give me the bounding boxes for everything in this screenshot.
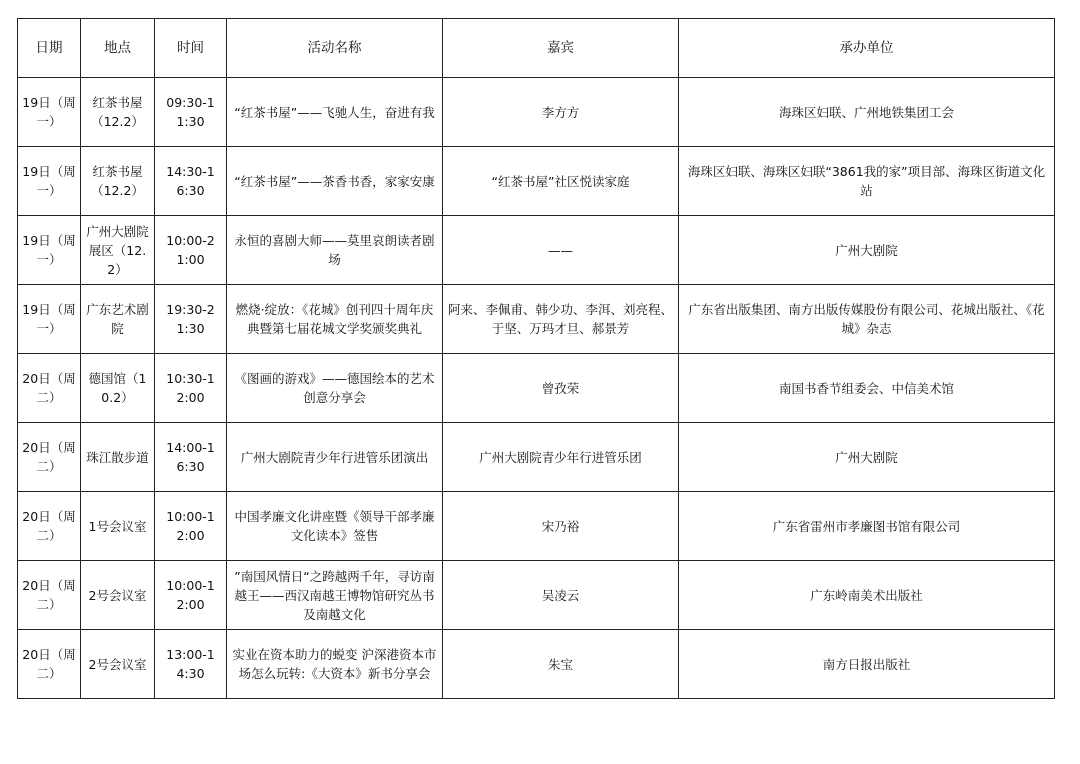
host-cell: 广州大剧院: [679, 423, 1055, 492]
place-cell: 2号会议室: [81, 630, 155, 699]
guest-cell: 曾孜荣: [443, 354, 679, 423]
guest-cell: ——: [443, 216, 679, 285]
guest-cell: 朱宝: [443, 630, 679, 699]
place-cell: 珠江散步道: [81, 423, 155, 492]
event-cell: 实业在资本助力的蜕变 沪深港资本市场怎么玩转:《大资本》新书分享会: [227, 630, 443, 699]
time-cell: 09:30-11:30: [155, 78, 227, 147]
event-cell: 燃烧·绽放：《花城》创刊四十周年庆典暨第七届花城文学奖颁奖典礼: [227, 285, 443, 354]
host-cell: 海珠区妇联、广州地铁集团工会: [679, 78, 1055, 147]
header-row: [18, 19, 1055, 78]
event-cell: 中国孝廉文化讲座暨《领导干部孝廉文化读本》签售: [227, 492, 443, 561]
host-cell: 广州大剧院: [679, 216, 1055, 285]
place-cell: 红茶书屋（12.2）: [81, 78, 155, 147]
date-cell: 19日（周一）: [18, 147, 81, 216]
header-host: 承办单位: [679, 19, 1055, 78]
event-cell: 广州大剧院青少年行进管乐团演出: [227, 423, 443, 492]
header-date: 日期: [18, 19, 81, 78]
table-row: [18, 423, 1055, 492]
event-cell: “红茶书屋”——茶香书香，家家安康: [227, 147, 443, 216]
table-row: [18, 285, 1055, 354]
time-cell: 10:00-12:00: [155, 492, 227, 561]
guest-cell: 广州大剧院青少年行进管乐团: [443, 423, 679, 492]
table-row: [18, 147, 1055, 216]
place-cell: 红茶书屋（12.2）: [81, 147, 155, 216]
header-place: 地点: [81, 19, 155, 78]
date-cell: 19日（周一）: [18, 78, 81, 147]
date-cell: 20日（周二）: [18, 423, 81, 492]
place-cell: 广东艺术剧院: [81, 285, 155, 354]
guest-cell: 吴凌云: [443, 561, 679, 630]
time-cell: 13:00-14:30: [155, 630, 227, 699]
host-cell: 广东省雷州市孝廉图书馆有限公司: [679, 492, 1055, 561]
table-row: [18, 216, 1055, 285]
table-row: [18, 78, 1055, 147]
host-cell: 南方日报出版社: [679, 630, 1055, 699]
host-cell: 广东省出版集团、南方出版传媒股份有限公司、花城出版社、《花城》杂志: [679, 285, 1055, 354]
place-cell: 广州大剧院展区（12.2）: [81, 216, 155, 285]
time-cell: 10:00-21:00: [155, 216, 227, 285]
guest-cell: 李方方: [443, 78, 679, 147]
table-row: [18, 561, 1055, 630]
date-cell: 20日（周二）: [18, 492, 81, 561]
event-cell: ”南国风情日“之跨越两千年，寻访南越王——西汉南越王博物馆研究丛书及南越文化: [227, 561, 443, 630]
guest-cell: “红茶书屋”社区悦读家庭: [443, 147, 679, 216]
host-cell: 海珠区妇联、海珠区妇联“3861我的家”项目部、海珠区街道文化站: [679, 147, 1055, 216]
event-cell: 《图画的游戏》——德国绘本的艺术创意分享会: [227, 354, 443, 423]
table-row: [18, 630, 1055, 699]
date-cell: 19日（周一）: [18, 216, 81, 285]
time-cell: 19:30-21:30: [155, 285, 227, 354]
date-cell: 19日（周一）: [18, 285, 81, 354]
host-cell: 南国书香节组委会、中信美术馆: [679, 354, 1055, 423]
time-cell: 10:30-12:00: [155, 354, 227, 423]
date-cell: 20日（周二）: [18, 630, 81, 699]
date-cell: 20日（周二）: [18, 561, 81, 630]
time-cell: 14:30-16:30: [155, 147, 227, 216]
time-cell: 10:00-12:00: [155, 561, 227, 630]
table-row: [18, 492, 1055, 561]
place-cell: 2号会议室: [81, 561, 155, 630]
date-cell: 20日（周二）: [18, 354, 81, 423]
event-cell: “红茶书屋”——飞驰人生，奋进有我: [227, 78, 443, 147]
header-guest: 嘉宾: [443, 19, 679, 78]
header-event: 活动名称: [227, 19, 443, 78]
table-row: [18, 354, 1055, 423]
guest-cell: 宋乃裕: [443, 492, 679, 561]
place-cell: 1号会议室: [81, 492, 155, 561]
time-cell: 14:00-16:30: [155, 423, 227, 492]
event-cell: 永恒的喜剧大师——莫里哀朗读者剧场: [227, 216, 443, 285]
host-cell: 广东岭南美术出版社: [679, 561, 1055, 630]
guest-cell: 阿来、李佩甫、韩少功、李洱、刘亮程、于坚、万玛才旦、郝景芳: [443, 285, 679, 354]
event-schedule-table: [17, 18, 1055, 699]
header-time: 时间: [155, 19, 227, 78]
place-cell: 德国馆（10.2）: [81, 354, 155, 423]
